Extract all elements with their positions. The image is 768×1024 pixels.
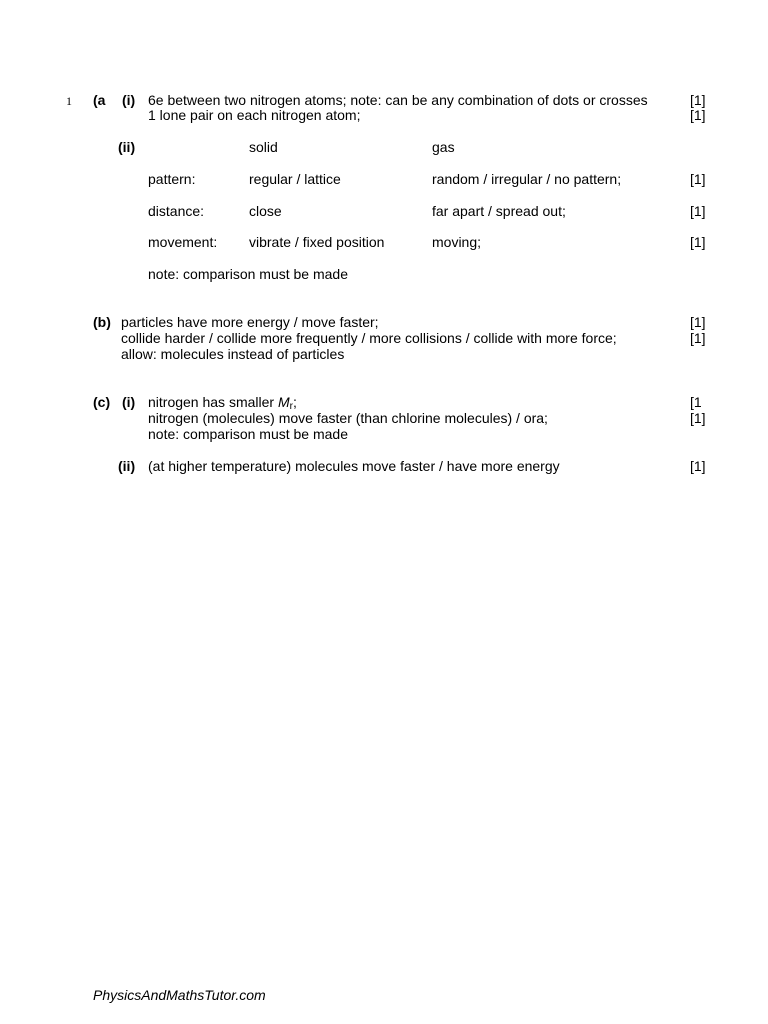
part-c-i-line1-mark: [1 (690, 394, 702, 410)
part-a-i-line1: 6e between two nitrogen atoms; note: can be any combination of dots or crosses (148, 92, 648, 108)
part-c-i-line1-prefix: nitrogen has smaller (148, 394, 278, 410)
part-c-ii-label: (ii) (118, 458, 136, 474)
part-c-i-line3: note: comparison must be made (148, 426, 348, 442)
part-c-i-line1 (148, 394, 297, 410)
question-number: 1 (66, 94, 72, 108)
part-c-ii-line1-mark: [1] (690, 458, 706, 474)
row-distance-property: distance: (148, 203, 205, 219)
header-solid: solid (249, 139, 278, 155)
row-pattern-mark: [1] (690, 171, 706, 187)
row-pattern-gas: random / irregular / no pattern; (432, 171, 622, 187)
part-b-line2: collide harder / collide more frequently / more collisions / collide with more force; (121, 330, 617, 346)
part-a-ii-note: note: comparison must be made (148, 266, 348, 282)
row-movement-solid: vibrate / fixed position (249, 234, 385, 250)
row-movement-property: movement: (148, 234, 218, 250)
part-b-line1-mark: [1] (690, 314, 706, 330)
part-c-label: (c) (93, 394, 111, 410)
part-c-i-label: (i) (122, 394, 136, 410)
header-gas: gas (432, 139, 455, 155)
part-c-i-line2-mark: [1] (690, 410, 706, 426)
relative-molecular-mass-subscript: r (289, 401, 293, 412)
relative-molecular-mass-symbol: M (277, 394, 290, 410)
row-pattern-solid: regular / lattice (249, 171, 341, 187)
part-b-label: (b) (93, 314, 111, 330)
row-pattern-property: pattern: (148, 171, 196, 187)
part-a-i-line2-mark: [1] (690, 107, 706, 123)
row-distance-gas: far apart / spread out; (432, 203, 566, 219)
row-movement-mark: [1] (690, 234, 706, 250)
part-a-label: (a (93, 92, 106, 108)
part-b-line1: particles have more energy / move faster; (121, 314, 379, 330)
footer-site-name: PhysicsAndMathsTutor.com (93, 987, 266, 1003)
part-b-line2-mark: [1] (690, 330, 706, 346)
part-a-ii-label: (ii) (118, 139, 136, 155)
row-movement-gas: moving; (432, 234, 482, 250)
part-c-i-line1-suffix: ; (292, 394, 297, 410)
row-distance-solid: close (249, 203, 282, 219)
part-b-line3: allow: molecules instead of particles (121, 346, 345, 362)
part-c-i-line2: nitrogen (molecules) move faster (than chlorine molecules) / ora; (148, 410, 548, 426)
part-c-ii-line1: (at higher temperature) molecules move faster / have more energy (148, 458, 560, 474)
part-a-i-label: (i) (122, 92, 136, 108)
row-distance-mark: [1] (690, 203, 706, 219)
part-a-i-line1-mark: [1] (690, 92, 706, 108)
part-a-i-line2: 1 lone pair on each nitrogen atom; (148, 107, 361, 123)
